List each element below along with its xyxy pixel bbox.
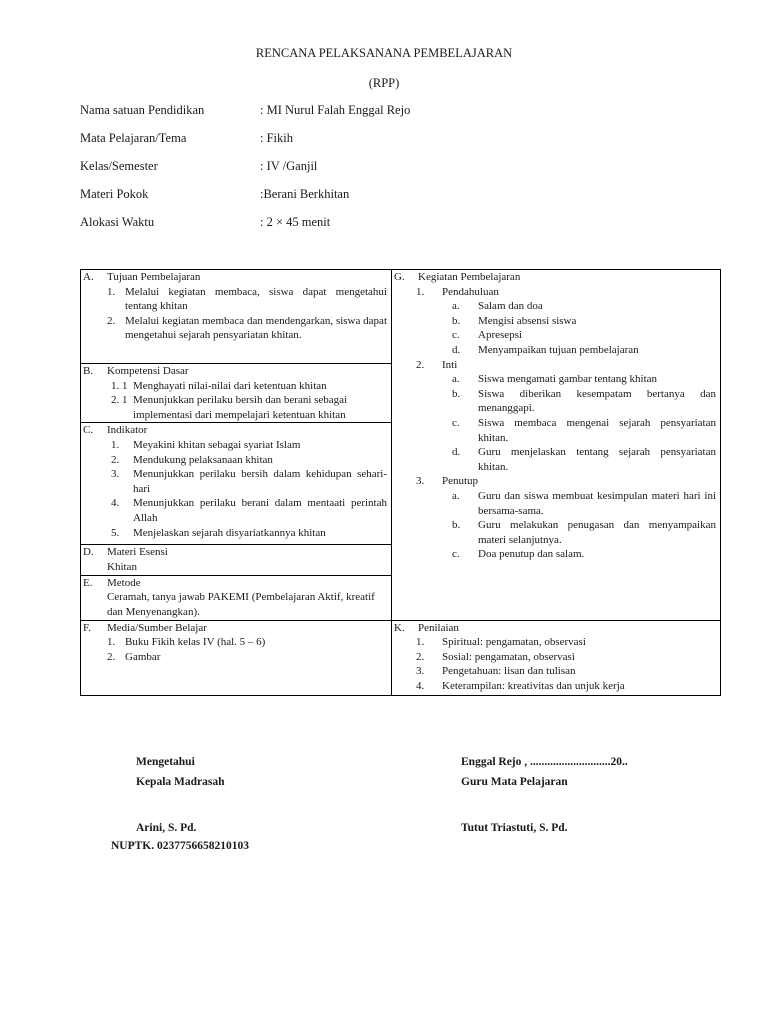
section-letter: F. (83, 621, 91, 634)
activity-step: 2. Inti (416, 358, 458, 371)
section-c (81, 423, 391, 438)
section-heading: Tujuan Pembelajaran (107, 271, 201, 283)
activity-substeps (392, 489, 720, 562)
list-item: 2. Mendukung pelaksanaan khitan (111, 453, 273, 466)
method-text: Ceramah, tanya jawab PAKEMI (Pembelajaran Aktif, kreatif dan Menyenangkan). (107, 591, 375, 618)
section-heading: Metode (107, 576, 141, 589)
section-b (81, 364, 391, 379)
identity-label: Kelas/Semester (80, 159, 158, 173)
signature-acknowledged: Mengetahui (136, 756, 195, 768)
identity-value: : Fikih (260, 131, 293, 145)
list-item: 4. Keterampilan: kreativitas dan unjuk kerja (416, 679, 625, 692)
list-item: d. Menyampaikan tujuan pembelajaran (452, 343, 639, 356)
list-item: 1. 1 Menghayati nilai-nilai dari ketentuan khitan (111, 379, 327, 392)
list-item: 1. Meyakini khitan sebagai syariat Islam (111, 438, 301, 451)
list-item: 1. Spiritual: pengamatan, observasi (416, 636, 586, 649)
section-letter: D. (83, 546, 94, 559)
section-heading: Indikator (107, 424, 148, 437)
signature-teacher-role: Guru Mata Pelajaran (461, 776, 568, 788)
signature-headmaster-id: NUPTK. 0237756658210103 (111, 840, 249, 852)
list-item: 1. Melalui kegiatan membaca, siswa dapat mengetahui tentang khitan (107, 285, 387, 313)
signature-headmaster-name: Arini, S. Pd. (136, 822, 197, 834)
list-item: c. Siswa membaca mengenai sejarah pensyariatan khitan. (452, 416, 716, 444)
section-g-cell (392, 270, 721, 621)
section-letter: E. (83, 576, 93, 589)
essential-material: Khitan (107, 560, 137, 573)
section-d-cell (81, 545, 392, 575)
section-c-cell (81, 423, 392, 545)
identity-value: : 2 × 45 menit (260, 215, 331, 229)
section-heading: Media/Sumber Belajar (107, 621, 207, 634)
section-g (392, 270, 720, 285)
section-heading: Kegiatan Pembelajaran (418, 271, 521, 283)
list-item: b. Siswa diberikan kesempatam bertanya dan menanggapi. (452, 387, 716, 415)
competency-list (81, 379, 391, 423)
list-item: 2. Gambar (107, 650, 161, 663)
identity-label: Mata Pelajaran/Tema (80, 131, 187, 145)
section-e-cell (81, 575, 392, 620)
activity-substeps (392, 372, 720, 474)
document-title: RENCANA PELAKSANANA PEMBELAJARAN (255, 46, 513, 60)
section-a-cell (81, 270, 392, 364)
activity-substeps (392, 299, 720, 357)
section-f-cell (81, 620, 392, 695)
section-letter: A. (83, 271, 94, 283)
activity-step: 3. Penutup (416, 475, 479, 488)
rpp-table (80, 269, 721, 696)
list-item: d. Guru menjelaskan tentang sejarah pensyariatan khitan. (452, 446, 716, 473)
activity-step: 1. Pendahuluan (416, 285, 499, 298)
assessment-list (392, 635, 720, 693)
list-item: b. Guru melakukan penugasan dan menyampaikan materi selanjutnya. (452, 519, 716, 546)
list-item: c. Apresepsi (452, 329, 522, 342)
section-letter: C. (83, 424, 94, 437)
identity-value: :Berani Berkhitan (260, 187, 350, 201)
section-d (81, 545, 391, 560)
list-item: a. Siswa mengamati gambar tentang khitan (452, 373, 658, 386)
media-list (81, 635, 391, 664)
list-item: b. Mengisi absensi siswa (452, 314, 577, 327)
list-item: 5. Menjelaskan sejarah disyariatkannya khitan (111, 526, 326, 539)
signature-teacher-name: Tutut Triastuti, S. Pd. (461, 822, 568, 834)
section-heading: Kompetensi Dasar (107, 365, 189, 377)
section-f (81, 621, 391, 636)
identity-value: : MI Nurul Falah Enggal Rejo (260, 103, 411, 117)
list-item: 2. 1 Menunjukkan perilaku bersih dan berani sebagai implementasi dari mempelajari ketentuan khitan (111, 394, 348, 421)
list-item: c. Doa penutup dan salam. (452, 548, 585, 561)
list-item: 4. Menunjukkan perilaku berani dalam mentaati perintah Allah (111, 497, 387, 524)
section-b-cell (81, 364, 392, 423)
signature-headmaster-role: Kepala Madrasah (136, 776, 225, 788)
section-heading: Materi Esensi (107, 546, 168, 559)
identity-value: : IV /Ganjil (260, 159, 318, 173)
list-item: 2. Melalui kegiatan membaca dan mendengarkan, siswa dapat mengetahui sejarah pensyariatan khitan. (107, 314, 387, 342)
identity-label: Materi Pokok (80, 187, 149, 201)
section-letter: G. (394, 271, 405, 283)
list-item: 3. Menunjukkan perilaku bersih dalam kehidupan sehari-hari (111, 468, 387, 495)
signature-place-date: Enggal Rejo , ............................20.. (461, 756, 628, 768)
list-item: 1. Buku Fikih kelas IV (hal. 5 – 6) (107, 636, 266, 649)
section-k-cell (392, 620, 721, 695)
indicator-list (81, 438, 391, 540)
list-item: a. Salam dan doa (452, 300, 543, 313)
list-item: a. Guru dan siswa membuat kesimpulan materi hari ini bersama-sama. (452, 489, 716, 517)
section-e (81, 576, 391, 591)
section-a (81, 270, 391, 285)
list-item: 2. Sosial: pengamatan, observasi (416, 650, 575, 663)
section-letter: B. (83, 365, 94, 377)
section-heading: Penilaian (418, 621, 459, 634)
identity-label: Alokasi Waktu (80, 215, 155, 229)
list-item: 3. Pengetahuan: lisan dan tulisan (416, 665, 576, 678)
section-k (392, 621, 720, 636)
identity-label: Nama satuan Pendidikan (80, 103, 205, 117)
objectives-list (81, 285, 391, 343)
section-letter: K. (394, 621, 405, 634)
document-subtitle: (RPP) (368, 76, 400, 90)
